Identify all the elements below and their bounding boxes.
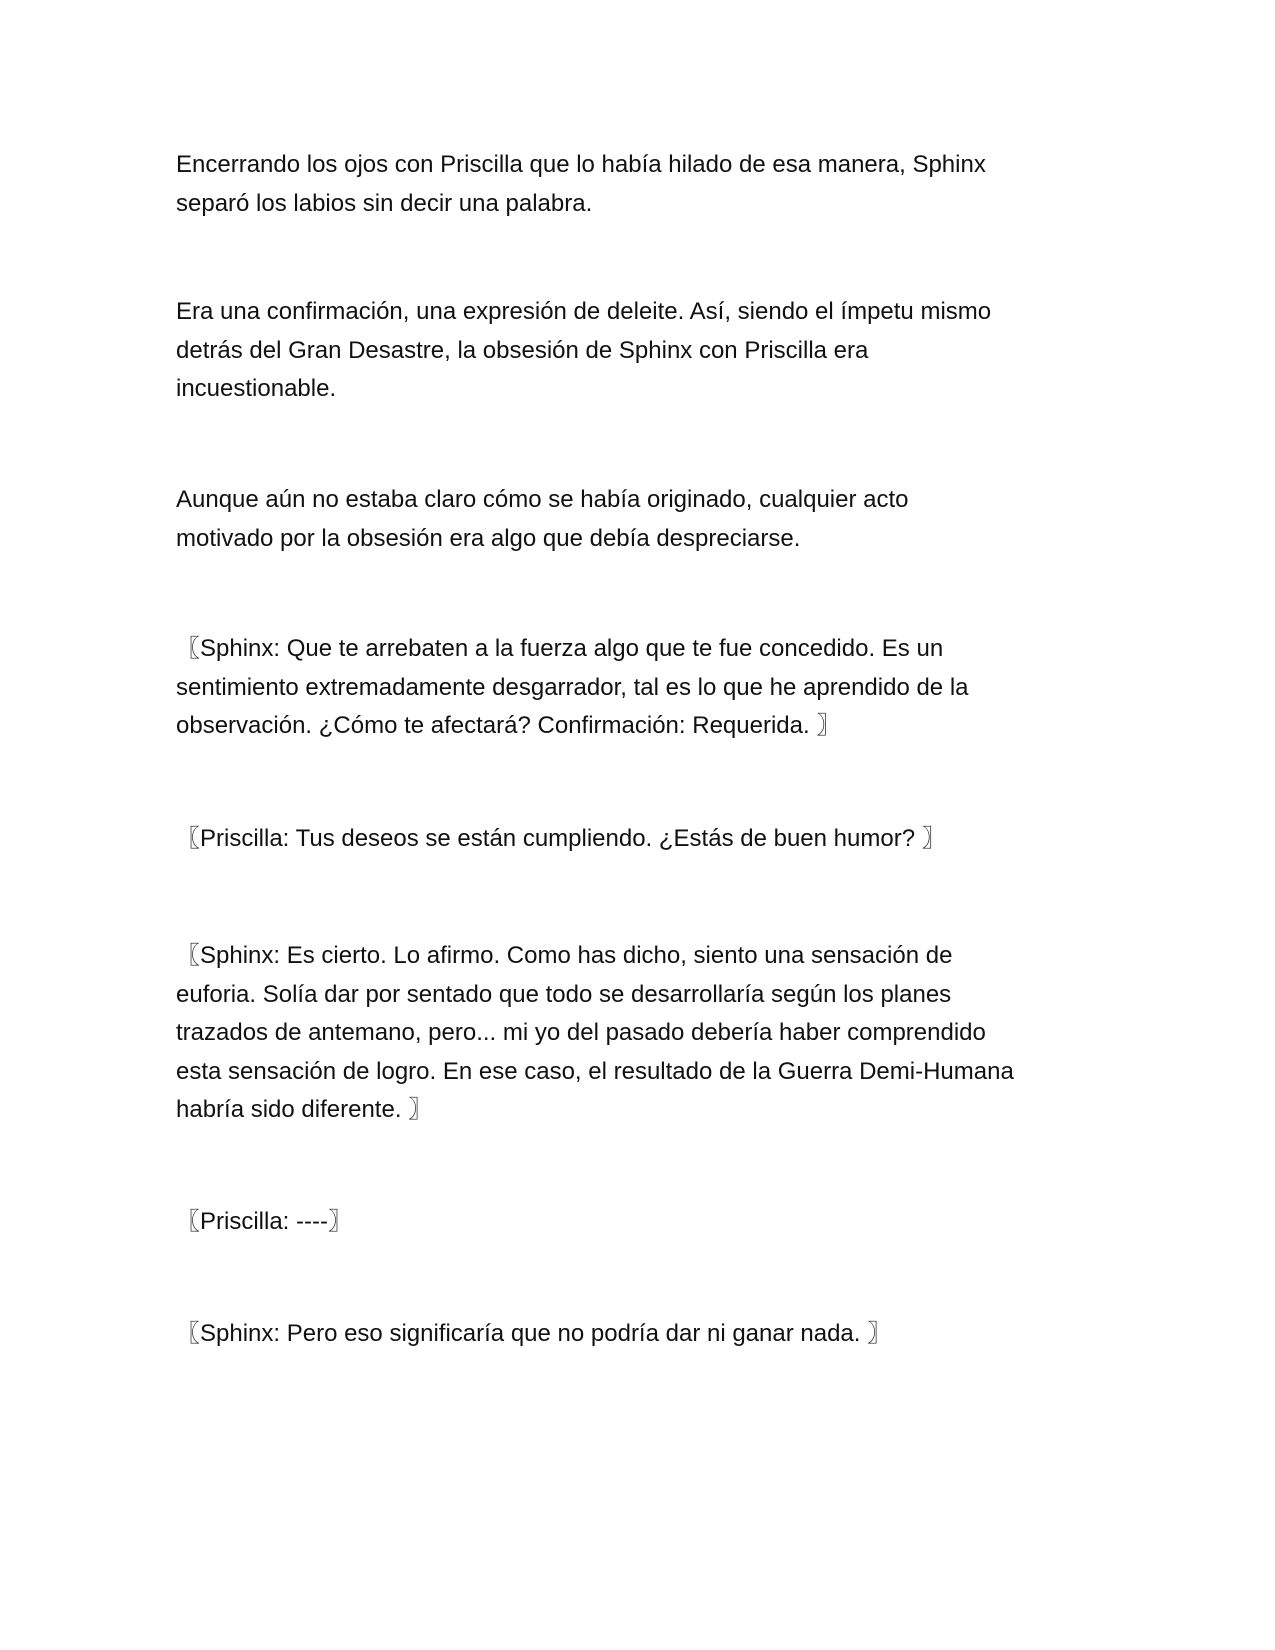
narration-paragraph: Encerrando los ojos con Priscilla que lo había hilado de esa manera, Sphinx separó los labios sin decir una palabra. (176, 151, 986, 217)
dialogue-paragraph: 〖Sphinx: Que te arrebaten a la fuerza algo que te fue concedido. Es un sentimiento extremadamente desgarrador, tal es lo que he aprendido de la observación. ¿Cómo te afectará? Confirmación: Requerida. 〗 (176, 635, 969, 739)
dialogue-paragraph: 〖Priscilla: Tus deseos se están cumpliendo. ¿Estás de buen humor? 〗 (176, 825, 946, 852)
dialogue-paragraph: 〖Sphinx: Es cierto. Lo afirmo. Como has dicho, siento una sensación de euforia. Solía dar por sentado que todo se desarrollaría según los planes trazados de antemano, pero... mi yo del pasado debería haber comprendido esta sensación de logro. En ese caso, el resultado de la Guerra Demi-Humana habría sido diferente. 〗 (176, 942, 1014, 1123)
narration-paragraph: Era una confirmación, una expresión de deleite. Así, siendo el ímpetu mismo detrás del Gran Desastre, la obsesión de Sphinx con Priscilla era incuestionable. (176, 298, 992, 402)
dialogue-paragraph: 〖Sphinx: Pero eso significaría que no podría dar ni ganar nada. 〗 (176, 1320, 892, 1347)
dialogue-paragraph: 〖Priscilla: ----〗 (176, 1208, 352, 1235)
narration-paragraph: Aunque aún no estaba claro cómo se había originado, cualquier acto motivado por la obsesión era algo que debía despreciarse. (176, 486, 909, 552)
